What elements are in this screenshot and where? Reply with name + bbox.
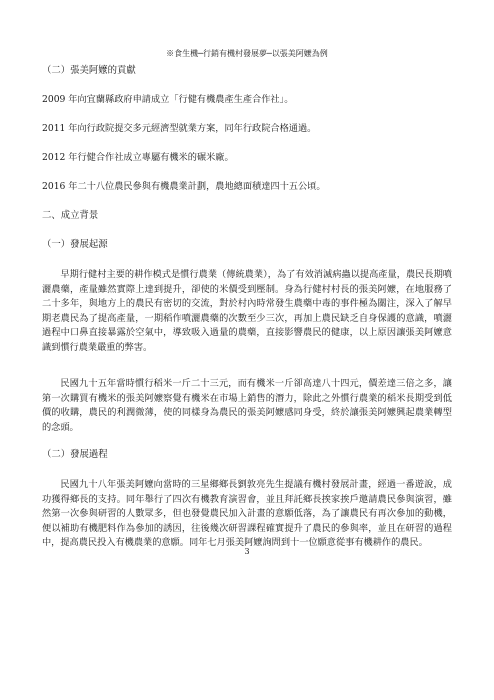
section-heading-origin: （一）發展起源 (42, 239, 108, 250)
event-item: 2016 年二十八位農民參與有機農業計劃，農地總面積達四十五公頃。 (42, 181, 326, 192)
header-text: ※食生機─行銷有機村發展夢─以張美阿嬤為例 (166, 49, 328, 58)
chapter-heading: 二、成立背景 (42, 210, 99, 221)
event-item: 2011 年向行政院提交多元經濟型就業方案，同年行政院合格通過。 (42, 123, 317, 134)
event-item: 2012 年行健合作社成立專屬有機米的碾米廠。 (42, 152, 234, 163)
section-heading-process: （二）發展過程 (42, 449, 108, 460)
paragraph: 早期行健村主要的耕作模式是慣行農業（傳統農業），為了有效消滅病蟲以提高產量，農民長期噴灑農藥，產量雖然實際上達到提升，卻使的米價受到壓制。身為行健村村長的張美阿嬤，在地服務了二十多年，與地方上的農民有密切的交流，對於村內時常發生農藥中毒的事件極為關注，深入了解早期老農民為了提高產量，一期稻作噴灑農藥的次數至少三次，再加上農民缺乏自身保護的意識，噴灑過程中口鼻直接暴露於空氣中，導致吸入過量的農藥，直接影響農民的健康，以上原因讓張美阿嬤意識到慣行農業嚴重的弊害。 (42, 269, 452, 353)
paragraph: 民國九十五年當時慣行稻米一斤二十三元，而有機米一斤卻高達八十四元，價差達三倍之多，讓第一次購買有機米的張美阿嬤察覺有機米在市場上銷售的潛力，除此之外慣行農業的稻米長期受到低價的收購，農民的利潤微薄，使的同樣身為農民的張美阿嬤感同身受，終於讓張美阿嬤興起農業轉型的念頭。 (42, 378, 452, 433)
event-item: 2009 年向宜蘭縣政府申請成立「行健有機農產生產合作社」。 (42, 94, 294, 105)
paragraph: 民國九十八年張美阿嬤向當時的三星鄉鄉長劉敦亮先生提議有機村發展計畫，經過一番遊說，成功獲得鄉長的支持。同年舉行了四次有機教育演習會，並且拜託鄉長挨家挨戶邀請農民參與演習，雖然第一次參與研習的人數眾多，但也發覺農民加入計畫的意願低落，為了讓農民有再次參加的動機，便以補助有機肥料作為參加的誘因，往後幾次研習課程確實提升了農民的參與率，並且在研習的過程中，提高農民投入有機農業的意願。同年七月張美阿嬤詢問到十一位願意從事有機耕作的農民。 (42, 479, 452, 548)
section-heading-contribution: （二）張美阿嬤的貢獻 (42, 65, 136, 76)
page-header (0, 48, 494, 59)
page-number: 3 (244, 547, 250, 556)
